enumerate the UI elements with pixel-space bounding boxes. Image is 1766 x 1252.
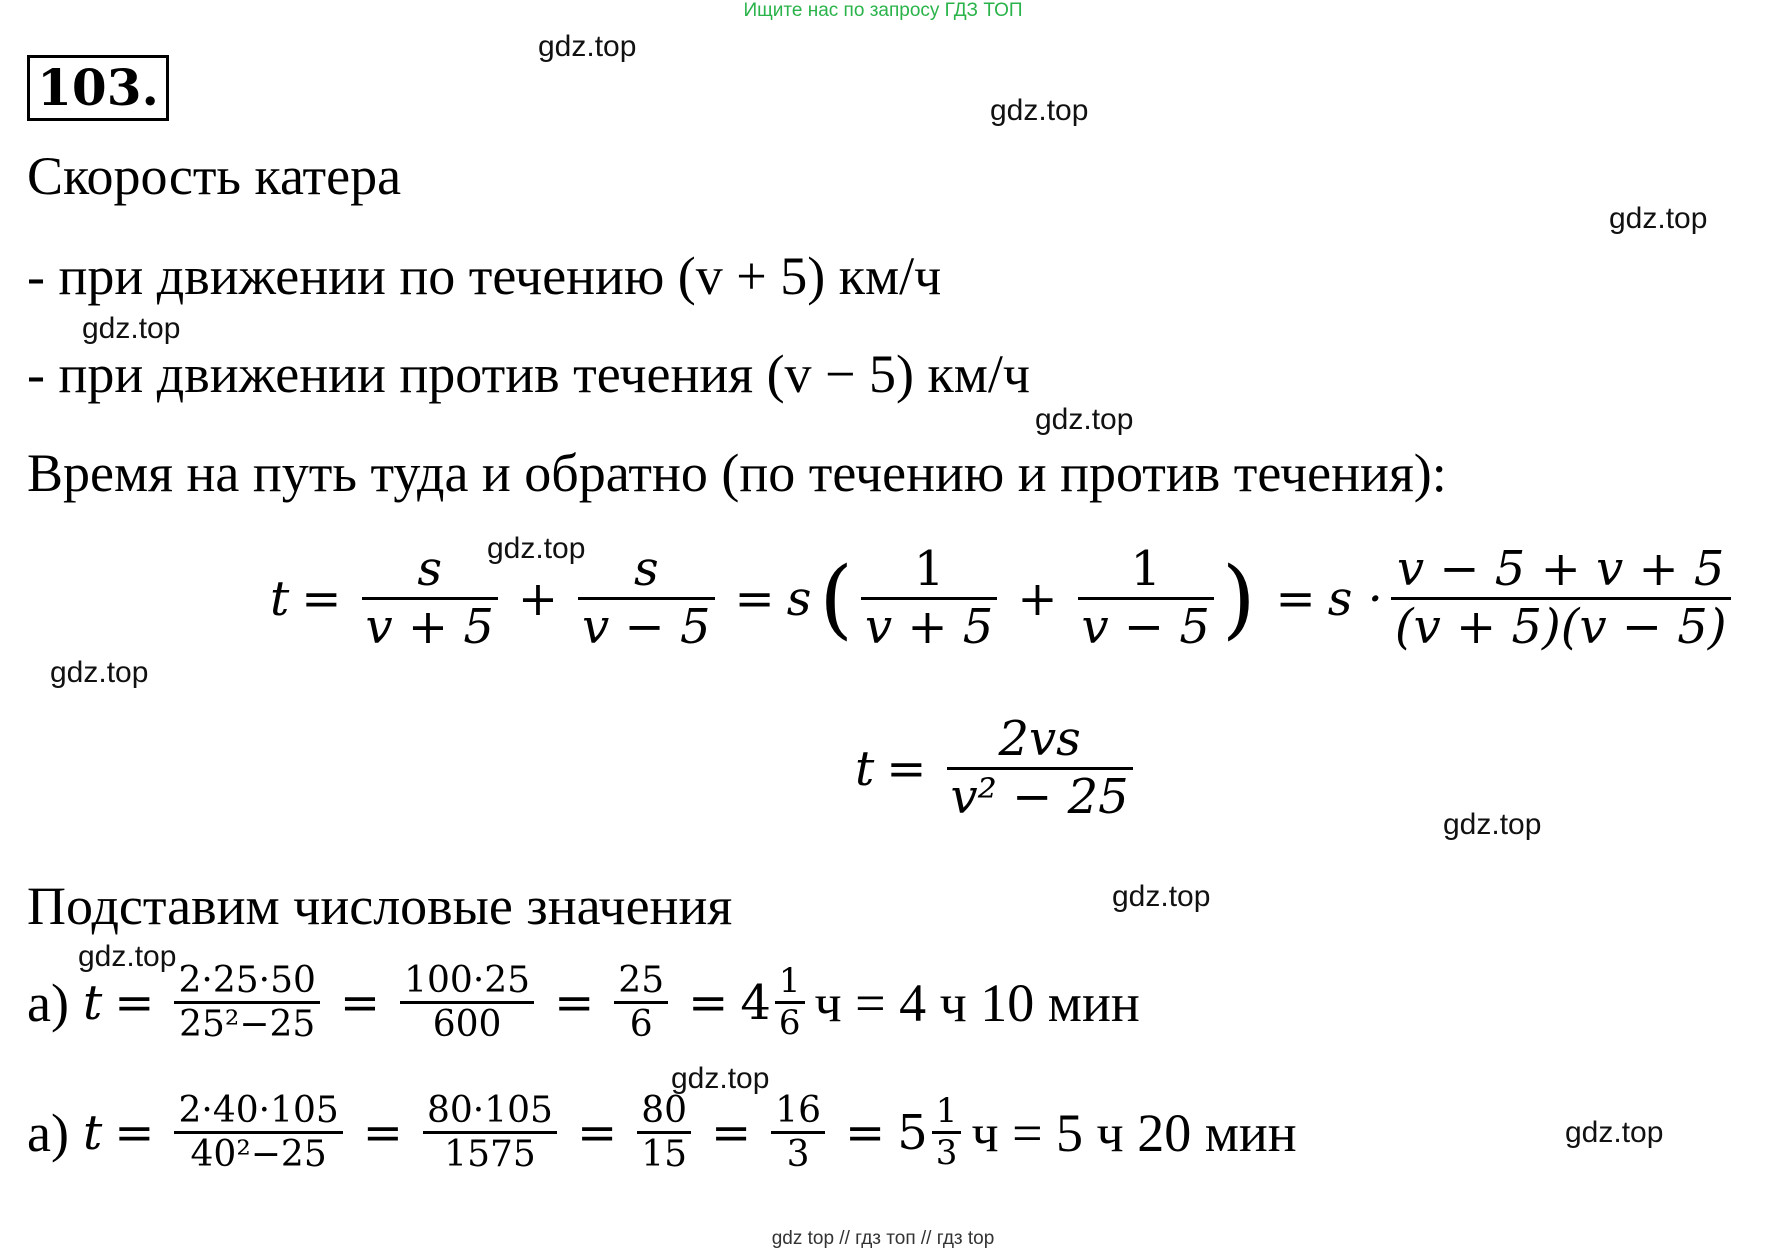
calc-fraction-4 <box>771 1090 825 1176</box>
fraction-2vs-over-v2-minus-25 <box>947 712 1133 825</box>
fraction-denominator: 40²−25 <box>190 1134 327 1176</box>
calc-mixed-number <box>740 962 808 1043</box>
watermark: gdz.top <box>671 1062 770 1095</box>
bottom-banner: gdz top // гдз топ // гдз top <box>771 1228 995 1249</box>
fraction-denominator: v − 5 <box>1081 599 1210 656</box>
formula-eq: = <box>886 740 927 797</box>
fraction-1-over-v-minus-5 <box>1078 542 1214 655</box>
fraction-denominator: v² − 25 <box>950 769 1129 826</box>
watermark: gdz.top <box>1565 1116 1664 1149</box>
fraction-numerator: v − 5 + v + 5 <box>1396 541 1725 597</box>
fraction-denominator: 600 <box>432 1004 502 1046</box>
formula-t: t <box>855 740 875 797</box>
fraction-numerator: 1 <box>913 541 945 597</box>
calc-fraction-2 <box>423 1090 557 1176</box>
calc-label: а) <box>27 972 69 1033</box>
watermark: gdz.top <box>1112 880 1211 913</box>
formula-t: t <box>270 570 290 627</box>
fraction-numerator: 1 <box>935 1091 958 1132</box>
fraction-numerator: 2·40·105 <box>178 1090 339 1131</box>
fraction-numerator: 2vs <box>998 711 1081 767</box>
watermark: gdz.top <box>50 656 149 689</box>
left-paren: ( <box>819 548 853 649</box>
fraction-numerator: 25 <box>618 960 665 1001</box>
substitute-heading: Подставим числовые значения <box>27 876 733 936</box>
calc-mixed-number <box>897 1092 965 1173</box>
fraction-numerator: 2·25·50 <box>178 960 316 1001</box>
speed-heading: Скорость катера <box>27 146 402 206</box>
formula-eq: = <box>301 570 342 627</box>
time-heading: Время на путь туда и обратно (по течению и против течения): <box>27 443 1447 503</box>
calc-fraction-3 <box>614 960 668 1046</box>
fraction-numerator: 80·105 <box>427 1090 553 1131</box>
fraction-denominator: 3 <box>935 1133 958 1174</box>
task-number: 103. <box>27 55 169 121</box>
with-current-line: - при движении по течению (v + 5) км/ч <box>27 246 942 306</box>
calc-eq: = <box>114 974 155 1031</box>
time-formula-simplified <box>855 712 1141 825</box>
mixed-whole: 5 <box>897 1104 928 1161</box>
formula-eq: = <box>734 570 775 627</box>
right-paren: ) <box>1221 548 1256 649</box>
calc-t: t <box>82 974 103 1031</box>
calc-fraction-3 <box>637 1090 691 1176</box>
fraction-denominator: v − 5 <box>582 599 711 656</box>
fraction-numerator: s <box>417 541 443 597</box>
fraction-numerator: 16 <box>775 1090 822 1131</box>
fraction-numerator: 100·25 <box>404 960 531 1001</box>
fraction-denominator: 6 <box>778 1003 801 1044</box>
fraction-numerator: 80 <box>641 1090 687 1131</box>
watermark: gdz.top <box>990 94 1089 127</box>
formula-s: s <box>786 570 812 627</box>
calc-eq: = <box>711 1104 752 1161</box>
calc-eq: = <box>554 974 595 1031</box>
fraction-denominator: 1575 <box>444 1134 536 1176</box>
formula-eq: = <box>1275 570 1316 627</box>
calculation-a <box>27 960 1140 1046</box>
fraction-denominator: v + 5 <box>365 599 494 656</box>
mixed-fraction <box>932 1092 962 1173</box>
formula-s-dot: s · <box>1327 570 1383 627</box>
calc-eq: = <box>845 1104 886 1161</box>
watermark: gdz.top <box>78 940 177 973</box>
formula-plus: + <box>1017 570 1058 627</box>
calc-eq: = <box>114 1104 155 1161</box>
calculation-b <box>27 1090 1297 1176</box>
fraction-s-over-v-minus-5 <box>578 542 714 655</box>
calc-fraction-1 <box>174 1090 342 1176</box>
calc-eq: = <box>339 974 381 1031</box>
fraction-denominator: v + 5 <box>864 599 994 656</box>
calc-fraction-1 <box>174 960 319 1046</box>
against-current-line: - при движении против течения (v − 5) км/ч <box>27 344 1031 404</box>
formula-plus: + <box>517 570 559 627</box>
mixed-fraction <box>775 962 805 1043</box>
fraction-denominator: (v + 5)(v − 5) <box>1394 599 1727 656</box>
watermark: gdz.top <box>1035 403 1134 436</box>
fraction-denominator: 25²−25 <box>179 1004 316 1046</box>
fraction-denominator: 6 <box>629 1004 653 1046</box>
fraction-1-over-v-plus-5 <box>861 542 997 655</box>
fraction-numerator: 1 <box>1130 541 1162 597</box>
calc-result: ч = 5 ч 20 мин <box>971 1102 1297 1163</box>
calc-label: а) <box>27 1102 69 1163</box>
watermark: gdz.top <box>1443 808 1542 841</box>
calc-fraction-2 <box>400 960 534 1046</box>
calc-eq: = <box>688 974 729 1031</box>
calc-result: ч = 4 ч 10 мин <box>814 972 1140 1033</box>
watermark: gdz.top <box>538 30 637 63</box>
fraction-s-over-v-plus-5 <box>362 542 498 655</box>
calc-eq: = <box>362 1104 403 1161</box>
calc-eq: = <box>576 1104 618 1161</box>
top-banner: Ищите нас по запросу ГДЗ ТОП <box>743 0 1023 21</box>
fraction-numerator: s <box>634 541 659 597</box>
watermark: gdz.top <box>82 312 181 345</box>
fraction-denominator: 3 <box>786 1134 810 1176</box>
calc-t: t <box>82 1104 103 1161</box>
fraction-combined <box>1391 542 1731 655</box>
fraction-numerator: 1 <box>778 961 801 1002</box>
watermark: gdz.top <box>1609 202 1708 235</box>
watermark: gdz.top <box>487 532 586 565</box>
mixed-whole: 4 <box>740 974 771 1031</box>
fraction-denominator: 15 <box>641 1134 687 1176</box>
